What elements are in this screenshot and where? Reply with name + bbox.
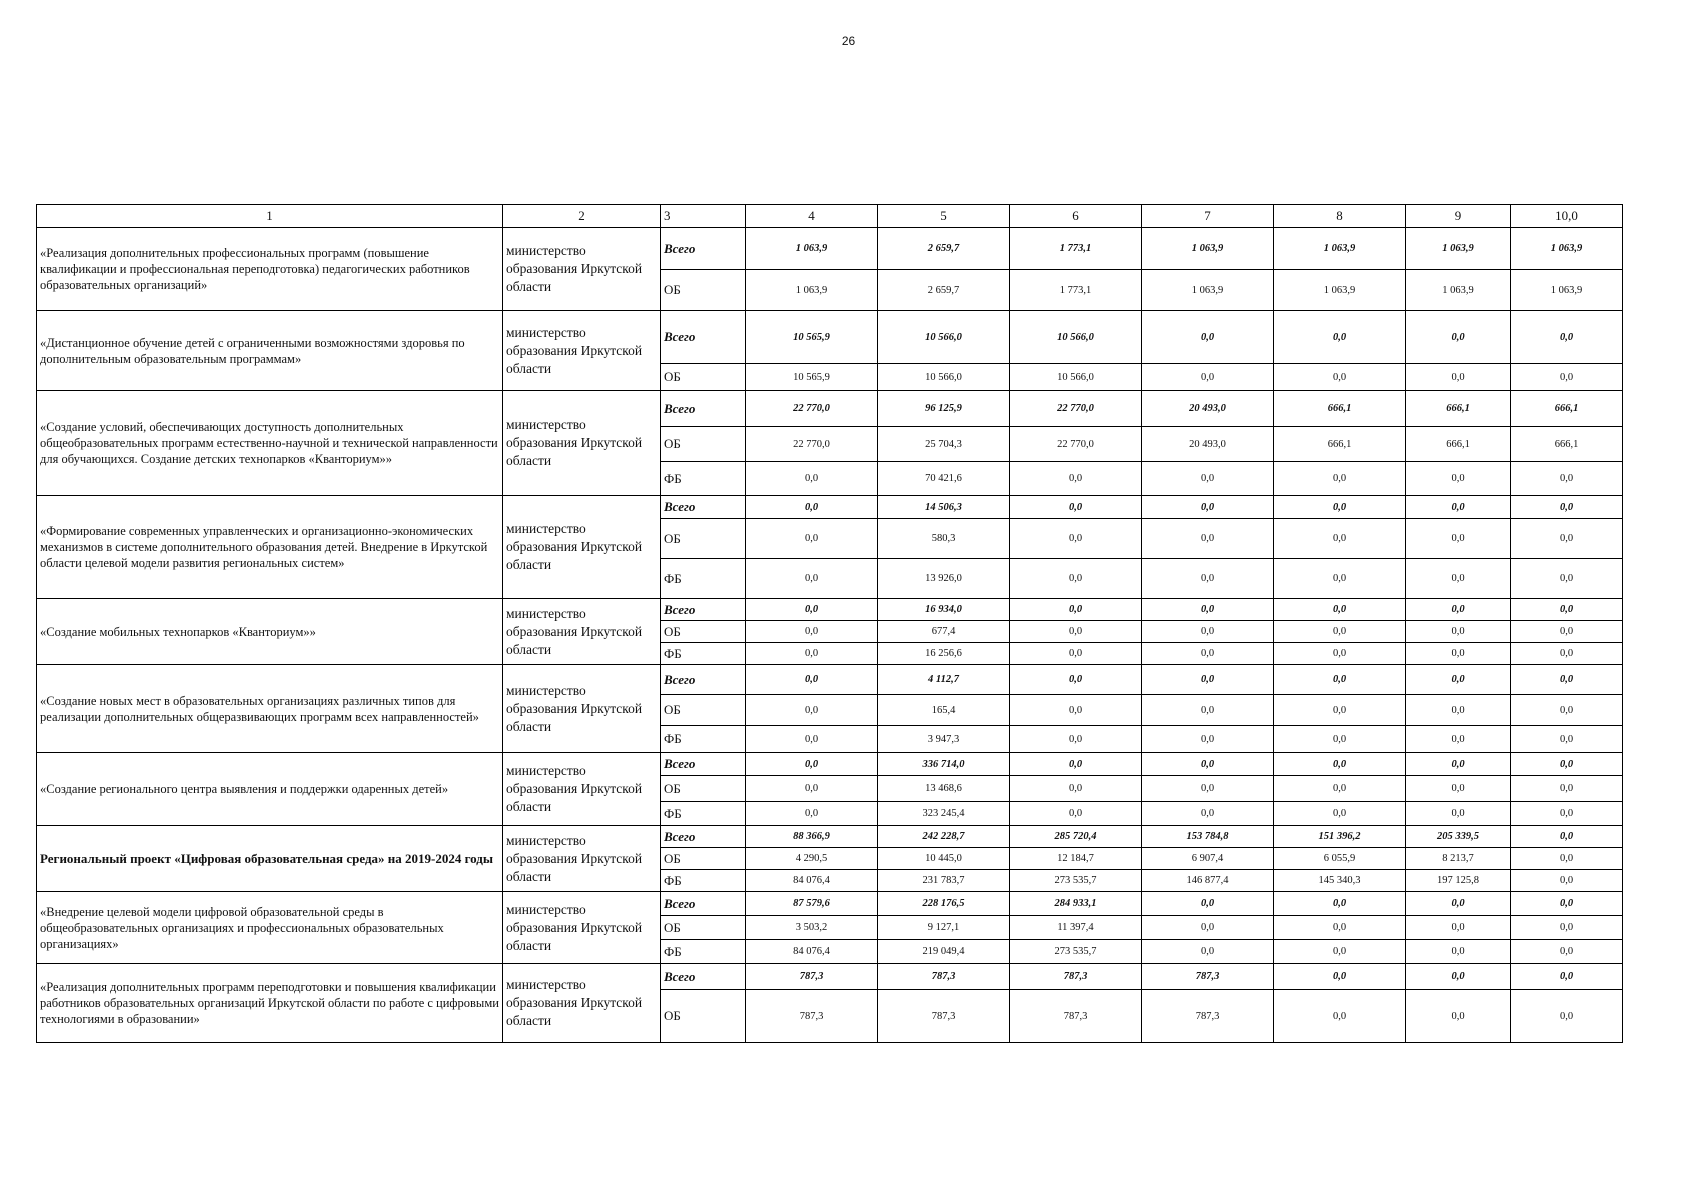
amount-cell: 0,0 xyxy=(746,599,878,621)
amount-cell: 0,0 xyxy=(1142,753,1274,776)
responsible-executor: министерство образования Иркутской области xyxy=(503,964,661,1043)
responsible-executor: министерство образования Иркутской области xyxy=(503,311,661,391)
amount-cell: 666,1 xyxy=(1274,427,1406,462)
responsible-executor: министерство образования Иркутской области xyxy=(503,391,661,496)
amount-cell: 0,0 xyxy=(746,802,878,826)
amount-cell: 0,0 xyxy=(1274,753,1406,776)
amount-cell: 0,0 xyxy=(1511,848,1623,870)
amount-cell: 228 176,5 xyxy=(878,892,1010,916)
amount-cell: 0,0 xyxy=(1274,802,1406,826)
amount-cell: 787,3 xyxy=(878,990,1010,1043)
amount-cell: 0,0 xyxy=(1142,599,1274,621)
amount-cell: 0,0 xyxy=(1274,776,1406,802)
amount-cell: 0,0 xyxy=(746,621,878,643)
responsible-executor: министерство образования Иркутской области xyxy=(503,496,661,599)
amount-cell: 0,0 xyxy=(1274,462,1406,496)
amount-cell: 0,0 xyxy=(746,776,878,802)
funding-source: ФБ xyxy=(661,870,746,892)
amount-cell: 20 493,0 xyxy=(1142,391,1274,427)
funding-source: Всего xyxy=(661,496,746,519)
amount-cell: 0,0 xyxy=(1406,776,1511,802)
amount-cell: 0,0 xyxy=(746,665,878,695)
table-row xyxy=(37,228,1623,270)
amount-cell: 0,0 xyxy=(1010,559,1142,599)
amount-cell: 0,0 xyxy=(1511,776,1623,802)
measure-name: «Создание новых мест в образовательных организациях различных типов для реализации дополнительных общеразвивающих программ всех направленностей» xyxy=(37,665,503,753)
amount-cell: 84 076,4 xyxy=(746,870,878,892)
amount-cell: 10 445,0 xyxy=(878,848,1010,870)
amount-cell: 0,0 xyxy=(1406,643,1511,665)
funding-source: Всего xyxy=(661,753,746,776)
table-row xyxy=(37,311,1623,364)
amount-cell: 0,0 xyxy=(746,519,878,559)
amount-cell: 0,0 xyxy=(1511,599,1623,621)
column-header: 8 xyxy=(1274,205,1406,228)
amount-cell: 666,1 xyxy=(1406,427,1511,462)
amount-cell: 0,0 xyxy=(1406,892,1511,916)
funding-source: ОБ xyxy=(661,519,746,559)
amount-cell: 13 926,0 xyxy=(878,559,1010,599)
funding-source: Всего xyxy=(661,892,746,916)
responsible-executor: министерство образования Иркутской области xyxy=(503,753,661,826)
measure-name: «Внедрение целевой модели цифровой образовательной среды в общеобразовательных организациях и профессиональных образовательных организациях» xyxy=(37,892,503,964)
amount-cell: 1 063,9 xyxy=(1511,228,1623,270)
amount-cell: 16 256,6 xyxy=(878,643,1010,665)
amount-cell: 1 063,9 xyxy=(1274,270,1406,311)
page-number: 26 xyxy=(841,34,856,48)
amount-cell: 677,4 xyxy=(878,621,1010,643)
amount-cell: 3 503,2 xyxy=(746,916,878,940)
funding-source: ОБ xyxy=(661,916,746,940)
amount-cell: 0,0 xyxy=(1406,665,1511,695)
column-header: 3 xyxy=(661,205,746,228)
amount-cell: 165,4 xyxy=(878,695,1010,726)
column-header: 9 xyxy=(1406,205,1511,228)
measure-name: «Реализация дополнительных профессиональных программ (повышение квалификации и профессиональная переподготовка) педагогических работников образовательных организаций» xyxy=(37,228,503,311)
amount-cell: 12 184,7 xyxy=(1010,848,1142,870)
amount-cell: 0,0 xyxy=(1511,559,1623,599)
amount-cell: 0,0 xyxy=(1274,665,1406,695)
responsible-executor: министерство образования Иркутской области xyxy=(503,892,661,964)
amount-cell: 666,1 xyxy=(1406,391,1511,427)
amount-cell: 11 397,4 xyxy=(1010,916,1142,940)
amount-cell: 14 506,3 xyxy=(878,496,1010,519)
amount-cell: 1 063,9 xyxy=(1142,270,1274,311)
funding-source: Всего xyxy=(661,391,746,427)
amount-cell: 10 565,9 xyxy=(746,311,878,364)
measure-name: «Создание мобильных технопарков «Кванториум»» xyxy=(37,599,503,665)
amount-cell: 4 112,7 xyxy=(878,665,1010,695)
amount-cell: 0,0 xyxy=(746,726,878,753)
funding-source: ОБ xyxy=(661,776,746,802)
table-body xyxy=(37,228,1623,1043)
amount-cell: 0,0 xyxy=(1142,621,1274,643)
amount-cell: 2 659,7 xyxy=(878,270,1010,311)
responsible-executor: министерство образования Иркутской области xyxy=(503,599,661,665)
amount-cell: 0,0 xyxy=(1010,665,1142,695)
amount-cell: 666,1 xyxy=(1511,427,1623,462)
amount-cell: 0,0 xyxy=(1010,621,1142,643)
funding-source: ФБ xyxy=(661,802,746,826)
amount-cell: 0,0 xyxy=(1010,643,1142,665)
amount-cell: 0,0 xyxy=(1274,559,1406,599)
amount-cell: 0,0 xyxy=(1142,695,1274,726)
funding-source: ФБ xyxy=(661,462,746,496)
amount-cell: 0,0 xyxy=(1511,496,1623,519)
amount-cell: 10 566,0 xyxy=(1010,311,1142,364)
amount-cell: 22 770,0 xyxy=(1010,427,1142,462)
amount-cell: 3 947,3 xyxy=(878,726,1010,753)
amount-cell: 10 565,9 xyxy=(746,364,878,391)
amount-cell: 0,0 xyxy=(1142,726,1274,753)
amount-cell: 1 063,9 xyxy=(1142,228,1274,270)
amount-cell: 0,0 xyxy=(1511,964,1623,990)
measure-name: «Создание регионального центра выявления и поддержки одаренных детей» xyxy=(37,753,503,826)
amount-cell: 0,0 xyxy=(1142,776,1274,802)
amount-cell: 20 493,0 xyxy=(1142,427,1274,462)
responsible-executor: министерство образования Иркутской области xyxy=(503,665,661,753)
amount-cell: 87 579,6 xyxy=(746,892,878,916)
amount-cell: 0,0 xyxy=(1406,311,1511,364)
amount-cell: 0,0 xyxy=(1511,726,1623,753)
amount-cell: 0,0 xyxy=(1274,621,1406,643)
table-row xyxy=(37,964,1623,990)
amount-cell: 1 063,9 xyxy=(1274,228,1406,270)
amount-cell: 0,0 xyxy=(1406,726,1511,753)
amount-cell: 0,0 xyxy=(1511,802,1623,826)
amount-cell: 84 076,4 xyxy=(746,940,878,964)
amount-cell: 70 421,6 xyxy=(878,462,1010,496)
amount-cell: 1 063,9 xyxy=(746,270,878,311)
column-header: 4 xyxy=(746,205,878,228)
amount-cell: 0,0 xyxy=(1511,364,1623,391)
amount-cell: 0,0 xyxy=(1142,311,1274,364)
funding-source: ФБ xyxy=(661,559,746,599)
amount-cell: 0,0 xyxy=(1142,559,1274,599)
amount-cell: 0,0 xyxy=(1274,964,1406,990)
funding-source: Всего xyxy=(661,599,746,621)
amount-cell: 0,0 xyxy=(1511,621,1623,643)
amount-cell: 1 773,1 xyxy=(1010,228,1142,270)
column-header: 7 xyxy=(1142,205,1274,228)
amount-cell: 2 659,7 xyxy=(878,228,1010,270)
amount-cell: 273 535,7 xyxy=(1010,940,1142,964)
amount-cell: 96 125,9 xyxy=(878,391,1010,427)
amount-cell: 273 535,7 xyxy=(1010,870,1142,892)
amount-cell: 1 063,9 xyxy=(1511,270,1623,311)
column-header: 2 xyxy=(503,205,661,228)
amount-cell: 0,0 xyxy=(1406,599,1511,621)
table-row xyxy=(37,826,1623,848)
funding-source: Всего xyxy=(661,311,746,364)
amount-cell: 205 339,5 xyxy=(1406,826,1511,848)
funding-source: Всего xyxy=(661,665,746,695)
amount-cell: 666,1 xyxy=(1511,391,1623,427)
amount-cell: 0,0 xyxy=(1142,892,1274,916)
measure-name: «Формирование современных управленческих и организационно-экономических механизмов в системе дополнительного образования детей. Внедрение в Иркутской области целевой модели развития региональных систем» xyxy=(37,496,503,599)
amount-cell: 0,0 xyxy=(1142,916,1274,940)
amount-cell: 0,0 xyxy=(746,496,878,519)
funding-source: ОБ xyxy=(661,990,746,1043)
amount-cell: 0,0 xyxy=(1511,665,1623,695)
funding-source: ОБ xyxy=(661,621,746,643)
measure-name: Региональный проект «Цифровая образовательная среда» на 2019-2024 годы xyxy=(37,826,503,892)
amount-cell: 0,0 xyxy=(1142,462,1274,496)
funding-source: Всего xyxy=(661,964,746,990)
amount-cell: 0,0 xyxy=(1274,990,1406,1043)
amount-cell: 787,3 xyxy=(746,990,878,1043)
table-row xyxy=(37,496,1623,519)
amount-cell: 219 049,4 xyxy=(878,940,1010,964)
amount-cell: 0,0 xyxy=(1010,695,1142,726)
amount-cell: 0,0 xyxy=(1406,916,1511,940)
amount-cell: 0,0 xyxy=(1511,892,1623,916)
amount-cell: 6 907,4 xyxy=(1142,848,1274,870)
amount-cell: 284 933,1 xyxy=(1010,892,1142,916)
amount-cell: 0,0 xyxy=(1511,916,1623,940)
table-row xyxy=(37,665,1623,695)
amount-cell: 153 784,8 xyxy=(1142,826,1274,848)
amount-cell: 787,3 xyxy=(1010,990,1142,1043)
amount-cell: 0,0 xyxy=(1274,916,1406,940)
amount-cell: 0,0 xyxy=(1010,776,1142,802)
amount-cell: 1 063,9 xyxy=(1406,270,1511,311)
amount-cell: 0,0 xyxy=(746,695,878,726)
amount-cell: 25 704,3 xyxy=(878,427,1010,462)
amount-cell: 22 770,0 xyxy=(746,427,878,462)
amount-cell: 285 720,4 xyxy=(1010,826,1142,848)
amount-cell: 6 055,9 xyxy=(1274,848,1406,870)
amount-cell: 0,0 xyxy=(1511,990,1623,1043)
funding-source: ФБ xyxy=(661,940,746,964)
column-header: 1 xyxy=(37,205,503,228)
amount-cell: 0,0 xyxy=(1142,364,1274,391)
funding-source: ОБ xyxy=(661,270,746,311)
amount-cell: 0,0 xyxy=(1406,753,1511,776)
responsible-executor: министерство образования Иркутской области xyxy=(503,228,661,311)
amount-cell: 787,3 xyxy=(878,964,1010,990)
amount-cell: 0,0 xyxy=(746,559,878,599)
amount-cell: 0,0 xyxy=(1274,311,1406,364)
amount-cell: 197 125,8 xyxy=(1406,870,1511,892)
funding-source: Всего xyxy=(661,228,746,270)
amount-cell: 0,0 xyxy=(1406,940,1511,964)
amount-cell: 22 770,0 xyxy=(1010,391,1142,427)
amount-cell: 0,0 xyxy=(1010,599,1142,621)
amount-cell: 0,0 xyxy=(1511,519,1623,559)
amount-cell: 0,0 xyxy=(746,643,878,665)
amount-cell: 0,0 xyxy=(1274,643,1406,665)
amount-cell: 0,0 xyxy=(1142,802,1274,826)
funding-source: ФБ xyxy=(661,643,746,665)
column-header: 10,0 xyxy=(1511,205,1623,228)
table-row xyxy=(37,892,1623,916)
amount-cell: 0,0 xyxy=(1406,621,1511,643)
amount-cell: 0,0 xyxy=(1406,496,1511,519)
amount-cell: 0,0 xyxy=(1142,940,1274,964)
amount-cell: 0,0 xyxy=(1142,496,1274,519)
amount-cell: 22 770,0 xyxy=(746,391,878,427)
column-header: 6 xyxy=(1010,205,1142,228)
measure-name: «Реализация дополнительных программ переподготовки и повышения квалификации работников образовательных организаций Иркутской области по работе с цифровыми технологиями в образовании» xyxy=(37,964,503,1043)
amount-cell: 0,0 xyxy=(1406,519,1511,559)
amount-cell: 145 340,3 xyxy=(1274,870,1406,892)
amount-cell: 787,3 xyxy=(1142,990,1274,1043)
amount-cell: 0,0 xyxy=(1274,496,1406,519)
amount-cell: 0,0 xyxy=(1406,559,1511,599)
budget-table xyxy=(36,204,1623,1043)
amount-cell: 0,0 xyxy=(1511,940,1623,964)
amount-cell: 0,0 xyxy=(1511,695,1623,726)
amount-cell: 0,0 xyxy=(1511,826,1623,848)
amount-cell: 1 063,9 xyxy=(746,228,878,270)
header-row xyxy=(37,205,1623,228)
amount-cell: 0,0 xyxy=(746,462,878,496)
amount-cell: 16 934,0 xyxy=(878,599,1010,621)
amount-cell: 0,0 xyxy=(1511,870,1623,892)
amount-cell: 0,0 xyxy=(746,753,878,776)
amount-cell: 787,3 xyxy=(1010,964,1142,990)
funding-source: ОБ xyxy=(661,427,746,462)
amount-cell: 242 228,7 xyxy=(878,826,1010,848)
amount-cell: 88 366,9 xyxy=(746,826,878,848)
amount-cell: 0,0 xyxy=(1274,726,1406,753)
amount-cell: 666,1 xyxy=(1274,391,1406,427)
measure-name: «Дистанционное обучение детей с ограниченными возможностями здоровья по дополнительным образовательным программам» xyxy=(37,311,503,391)
amount-cell: 0,0 xyxy=(1010,496,1142,519)
amount-cell: 0,0 xyxy=(1274,940,1406,964)
amount-cell: 0,0 xyxy=(1511,753,1623,776)
amount-cell: 323 245,4 xyxy=(878,802,1010,826)
amount-cell: 0,0 xyxy=(1010,802,1142,826)
amount-cell: 8 213,7 xyxy=(1406,848,1511,870)
amount-cell: 10 566,0 xyxy=(1010,364,1142,391)
amount-cell: 787,3 xyxy=(1142,964,1274,990)
amount-cell: 0,0 xyxy=(1010,462,1142,496)
amount-cell: 0,0 xyxy=(1406,964,1511,990)
amount-cell: 0,0 xyxy=(1010,519,1142,559)
amount-cell: 231 783,7 xyxy=(878,870,1010,892)
amount-cell: 1 063,9 xyxy=(1406,228,1511,270)
responsible-executor: министерство образования Иркутской области xyxy=(503,826,661,892)
funding-source: ОБ xyxy=(661,695,746,726)
amount-cell: 0,0 xyxy=(1274,892,1406,916)
funding-source: ОБ xyxy=(661,364,746,391)
column-header: 5 xyxy=(878,205,1010,228)
amount-cell: 10 566,0 xyxy=(878,311,1010,364)
amount-cell: 0,0 xyxy=(1274,599,1406,621)
amount-cell: 0,0 xyxy=(1511,643,1623,665)
amount-cell: 0,0 xyxy=(1274,519,1406,559)
amount-cell: 146 877,4 xyxy=(1142,870,1274,892)
amount-cell: 0,0 xyxy=(1142,665,1274,695)
amount-cell: 0,0 xyxy=(1010,726,1142,753)
amount-cell: 0,0 xyxy=(1142,643,1274,665)
amount-cell: 0,0 xyxy=(1511,462,1623,496)
amount-cell: 0,0 xyxy=(1406,802,1511,826)
amount-cell: 0,0 xyxy=(1274,695,1406,726)
amount-cell: 9 127,1 xyxy=(878,916,1010,940)
table-row xyxy=(37,599,1623,621)
amount-cell: 13 468,6 xyxy=(878,776,1010,802)
amount-cell: 0,0 xyxy=(1406,462,1511,496)
amount-cell: 787,3 xyxy=(746,964,878,990)
funding-source: ФБ xyxy=(661,726,746,753)
measure-name: «Создание условий, обеспечивающих доступность дополнительных общеобразовательных программ естественно-научной и технической направленности для обучающихся. Создание детских технопарков «Кванториум»» xyxy=(37,391,503,496)
amount-cell: 0,0 xyxy=(1274,364,1406,391)
amount-cell: 0,0 xyxy=(1406,695,1511,726)
amount-cell: 0,0 xyxy=(1406,364,1511,391)
amount-cell: 4 290,5 xyxy=(746,848,878,870)
amount-cell: 10 566,0 xyxy=(878,364,1010,391)
amount-cell: 0,0 xyxy=(1511,311,1623,364)
funding-source: Всего xyxy=(661,826,746,848)
amount-cell: 1 773,1 xyxy=(1010,270,1142,311)
amount-cell: 336 714,0 xyxy=(878,753,1010,776)
amount-cell: 580,3 xyxy=(878,519,1010,559)
table-row xyxy=(37,753,1623,776)
funding-source: ОБ xyxy=(661,848,746,870)
amount-cell: 151 396,2 xyxy=(1274,826,1406,848)
amount-cell: 0,0 xyxy=(1406,990,1511,1043)
table-row xyxy=(37,391,1623,427)
amount-cell: 0,0 xyxy=(1010,753,1142,776)
amount-cell: 0,0 xyxy=(1142,519,1274,559)
